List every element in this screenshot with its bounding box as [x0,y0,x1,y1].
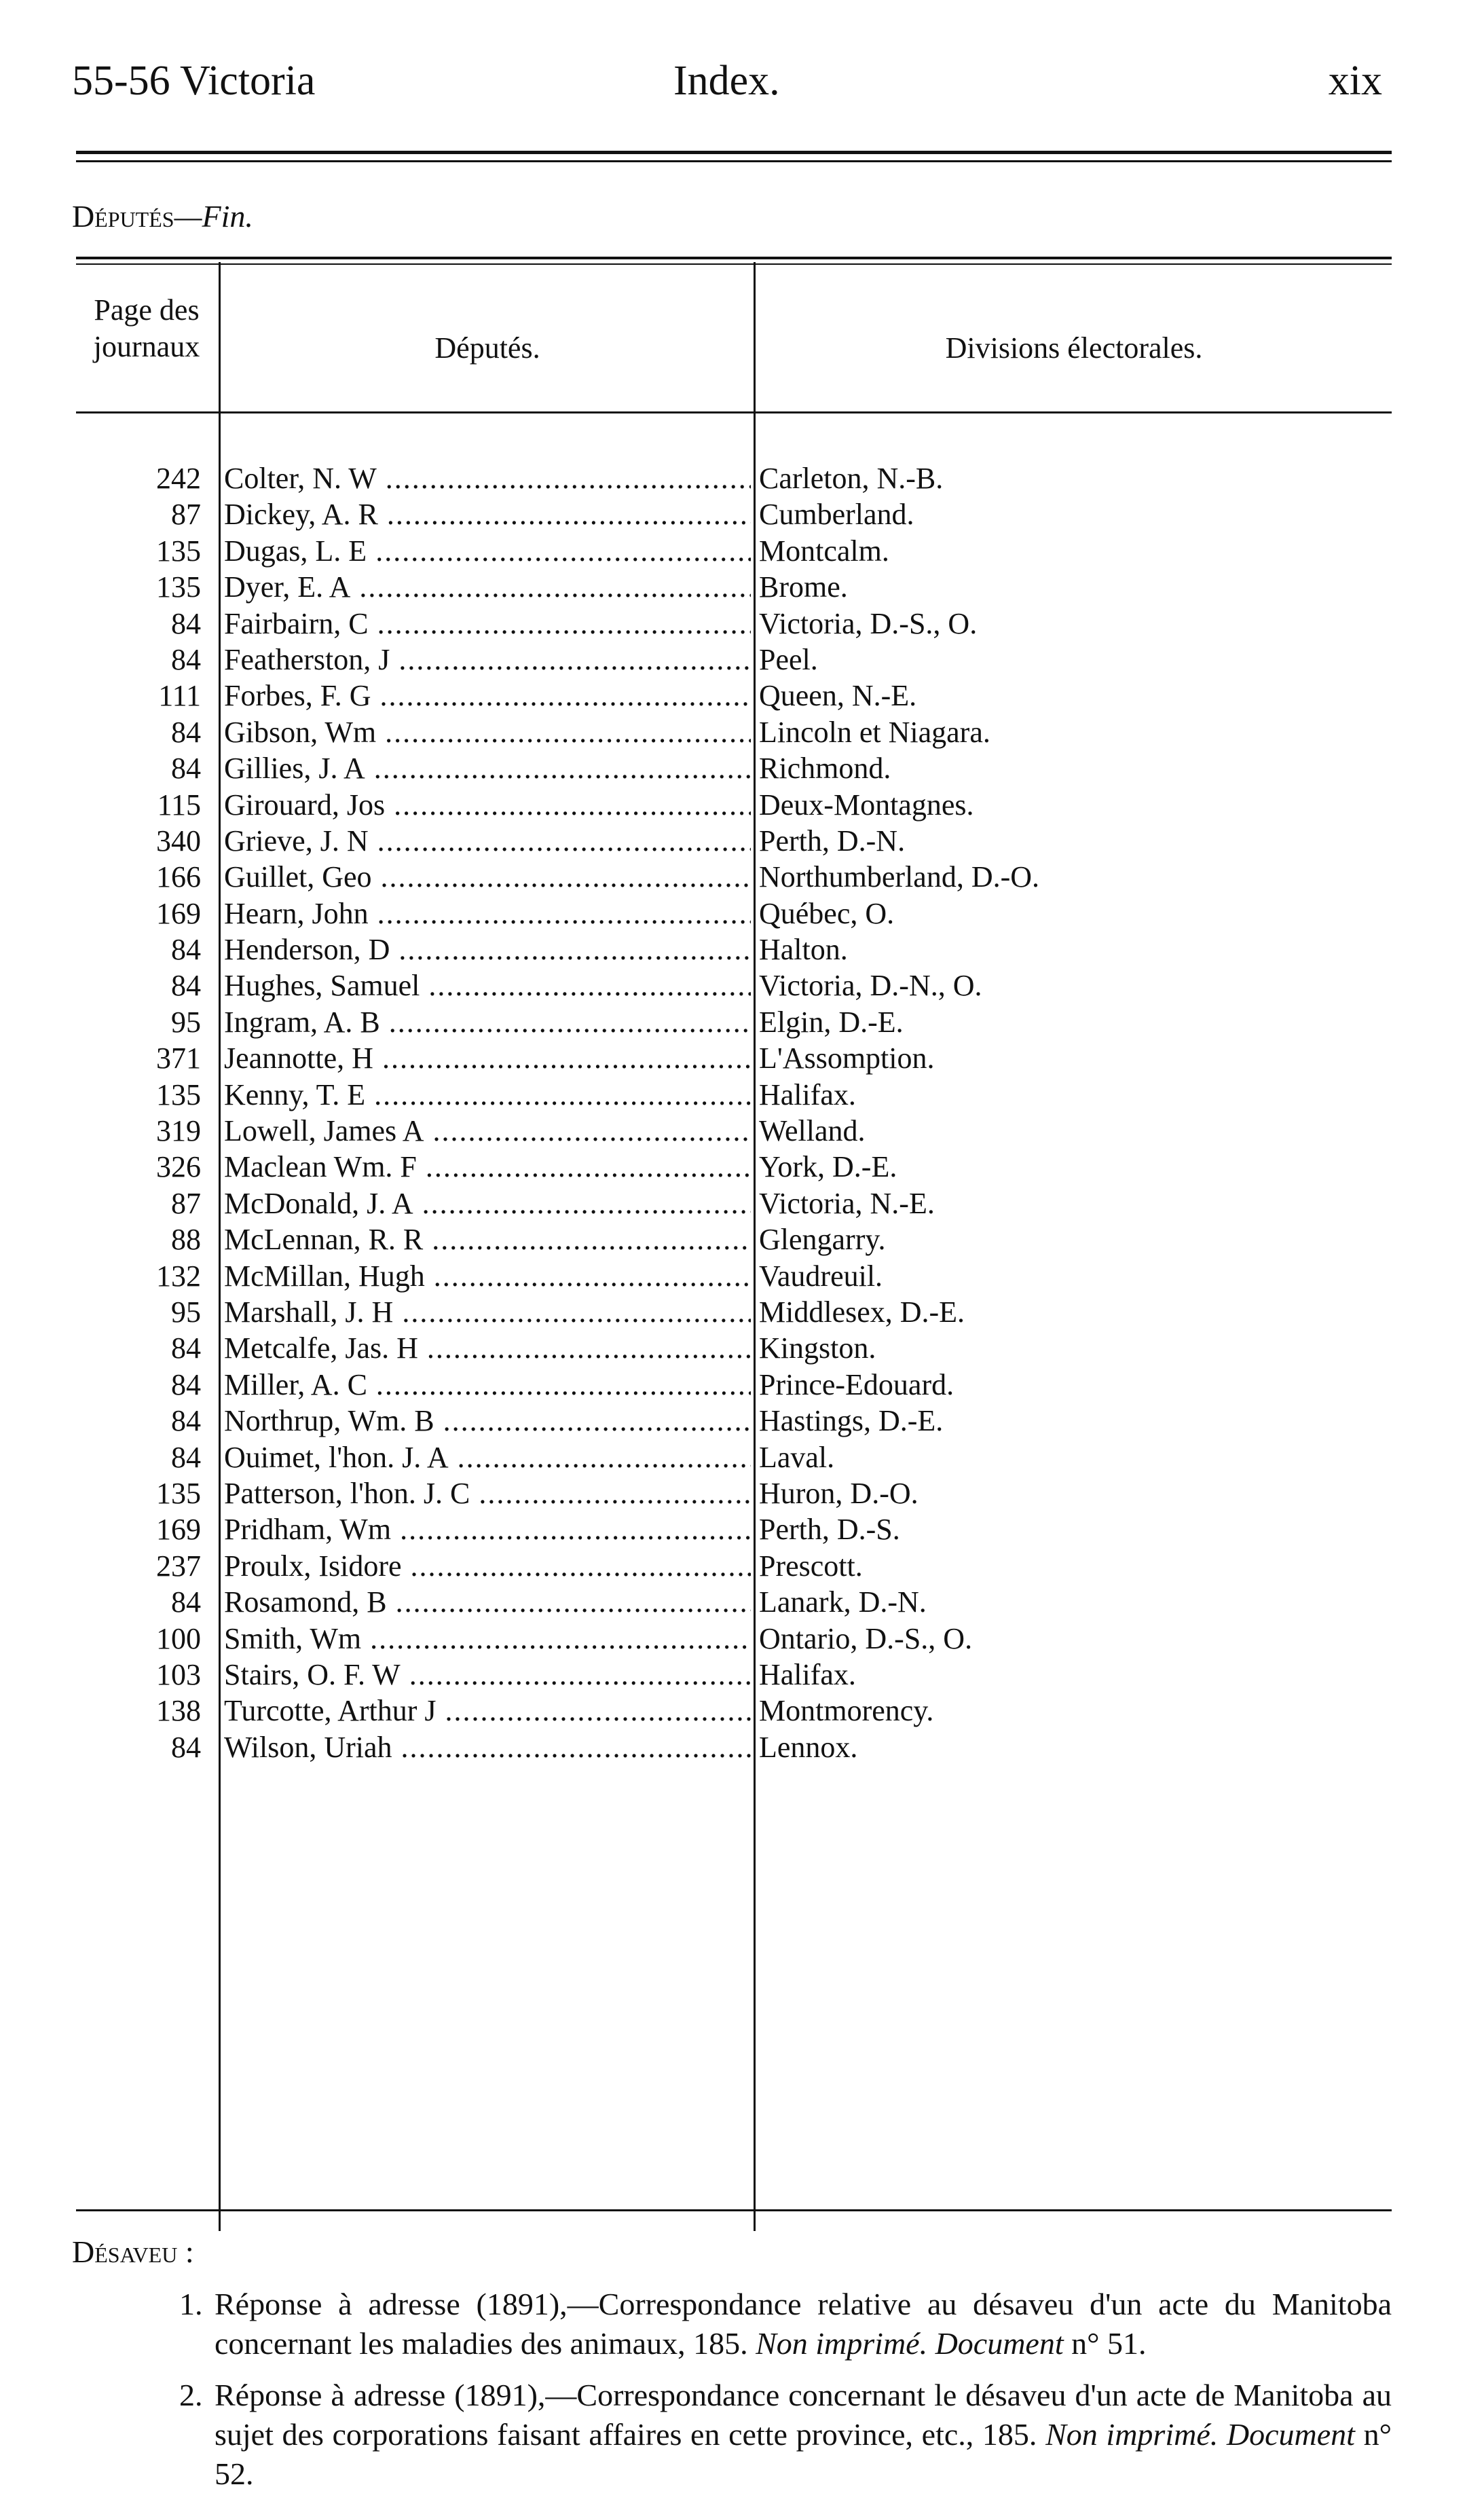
row-division: Montcalm. [759,534,889,568]
row-depute-name: Hearn, John ..... [224,896,751,932]
section-title [72,198,253,234]
row-page-number: 100 [156,1621,201,1655]
table-row [76,932,1392,968]
page-number: xix [1328,58,1382,104]
row-division: Perth, D.-N. [759,824,906,858]
row-page-number: 115 [157,788,201,822]
row-page-number: 84 [171,969,201,1003]
running-head-center: Index. [673,58,780,104]
entry-number: 2. [179,2378,203,2412]
row-page-number: 138 [156,1694,201,1728]
header-rule-thick [76,151,1392,154]
row-division: Ontario, D.-S., O. [759,1621,973,1655]
entry-text: Réponse à adresse (1891),—Correspondance relative au désaveu d'un acte du Manitoba concernant les maladies des animaux, 185. [215,2287,1392,2361]
row-depute-name: Fairbairn, C ..... [224,606,751,642]
row-depute-name: Henderson, D ..... [224,932,751,968]
entry-document-number: n° 52. [215,2417,1392,2491]
desaveu-entries [72,2285,1392,2506]
row-depute-name: Featherston, J ..... [224,642,751,678]
row-depute-name: Proulx, Isidore ..... [224,1548,751,1584]
row-division: Peel. [759,642,818,676]
table-row [76,1367,1392,1403]
row-depute-name: Pridham, Wm ..... [224,1511,751,1547]
row-page-number: 135 [156,1476,201,1510]
table-row [76,1621,1392,1657]
row-page-number: 371 [156,1042,201,1075]
row-depute-name: Patterson, l'hon. J. C ..... [224,1475,751,1511]
row-depute-name: Kenny, T. E ..... [224,1077,751,1113]
row-page-number: 340 [156,824,201,858]
row-page-number: 84 [171,1331,201,1365]
row-division: Halton. [759,933,848,967]
table-row [76,1294,1392,1330]
row-division: Brome. [759,570,848,604]
table-row [76,859,1392,895]
row-division: Hastings, D.-E. [759,1404,944,1438]
row-depute-name: Forbes, F. G ..... [224,678,751,714]
table-row [76,1077,1392,1113]
table-row [76,823,1392,859]
row-depute-name: Guillet, Geo ..... [224,859,751,895]
table-row [76,606,1392,642]
row-division: Victoria, N.-E. [759,1186,935,1220]
row-division: Elgin, D.-E. [759,1005,904,1039]
row-division: Richmond. [759,752,891,786]
row-page-number: 242 [156,462,201,495]
row-page-number: 326 [156,1150,201,1184]
entry-document-number: n° 51. [1071,2326,1147,2361]
table-row [76,1040,1392,1076]
table-row [76,1149,1392,1185]
row-division: Lennox. [759,1730,858,1764]
table-rule-top-thin [76,263,1392,265]
row-division: Lincoln et Niagara. [759,715,990,749]
row-division: L'Assomption. [759,1042,935,1075]
row-depute-name: Northrup, Wm. B ..... [224,1403,751,1439]
entry-text: Réponse à adresse (1891),—Correspondance concernant le désaveu d'un acte de Manitoba au sujet des corporations faisant affaires en cette province, etc., 185. [215,2378,1392,2452]
row-page-number: 95 [171,1295,201,1329]
row-depute-name: Rosamond, B ..... [224,1584,751,1620]
table-row [76,1657,1392,1693]
row-division: Cumberland. [759,498,914,532]
table-rule-bottom [76,2209,1392,2211]
deputes-table [76,257,1392,2216]
row-division: Montmorency. [759,1694,934,1728]
row-page-number: 84 [171,1585,201,1619]
table-row [76,1693,1392,1729]
row-depute-name: Dugas, L. E ..... [224,533,751,569]
row-depute-name: Turcotte, Arthur J ..... [224,1693,751,1729]
table-row [76,1475,1392,1511]
desaveu-entry [72,2285,1392,2363]
table-row [76,496,1392,532]
row-page-number: 169 [156,1513,201,1547]
row-division: Québec, O. [759,896,895,930]
header-page-des-journaux: Page des journaux [93,293,200,363]
table-row [76,968,1392,1003]
table-row [76,1330,1392,1366]
table-row [76,678,1392,714]
row-page-number: 84 [171,642,201,676]
row-depute-name: Grieve, J. N ..... [224,823,751,859]
header-deputes: Députés. [434,331,540,365]
row-division: Halifax. [759,1657,856,1691]
row-page-number: 135 [156,534,201,568]
row-depute-name: Maclean Wm. F ..... [224,1149,751,1185]
row-page-number: 166 [156,860,201,894]
table-row [76,787,1392,823]
running-head-left: 55-56 Victoria [72,58,316,104]
row-page-number: 319 [156,1114,201,1148]
table-row [76,1584,1392,1620]
table-row [76,714,1392,750]
row-page-number: 84 [171,1404,201,1438]
row-page-number: 84 [171,606,201,640]
row-depute-name: Gibson, Wm ..... [224,714,751,750]
row-page-number: 135 [156,570,201,604]
table-rule-top [76,257,1392,259]
entry-number: 1. [179,2287,203,2321]
row-division: Halifax. [759,1077,856,1111]
table-row [76,460,1392,496]
row-depute-name: Dyer, E. A ..... [224,569,751,605]
row-division: Prince-Edouard. [759,1367,954,1401]
table-row [76,1004,1392,1040]
row-page-number: 95 [171,1005,201,1039]
row-depute-name: McLennan, R. R ..... [224,1221,751,1257]
section-title-main: Députés [72,199,174,234]
row-page-number: 84 [171,1440,201,1474]
row-page-number: 84 [171,715,201,749]
row-depute-name: Hughes, Samuel ..... [224,968,751,1003]
table-row [76,1113,1392,1149]
row-division: Prescott. [759,1549,863,1583]
row-depute-name: Colter, N. W ..... [224,460,751,496]
table-row [76,533,1392,569]
row-depute-name: Ouimet, l'hon. J. A ..... [224,1439,751,1475]
row-division: Lanark, D.-N. [759,1585,927,1619]
row-division: Middlesex, D.-E. [759,1295,965,1329]
row-depute-name: McMillan, Hugh ..... [224,1258,751,1294]
row-division: Victoria, D.-S., O. [759,606,978,640]
row-depute-name: Girouard, Jos ..... [224,787,751,823]
row-page-number: 87 [171,498,201,532]
row-depute-name: Metcalfe, Jas. H ..... [224,1330,751,1366]
row-division: Welland. [759,1114,866,1148]
table-row [76,1511,1392,1547]
row-page-number: 169 [156,896,201,930]
header-divisions: Divisions électorales. [945,331,1203,365]
table-row [76,896,1392,932]
table-row [76,1185,1392,1221]
table-row [76,1258,1392,1294]
row-division: Glengarry. [759,1223,886,1257]
row-division: Kingston. [759,1331,876,1365]
row-depute-name: McDonald, J. A ..... [224,1185,751,1221]
table-row [76,1548,1392,1584]
table-row [76,569,1392,605]
table-rule-header [76,411,1392,413]
row-depute-name: Smith, Wm ..... [224,1621,751,1657]
entry-note: Non imprimé. Document [756,2326,1064,2361]
row-page-number: 103 [156,1657,201,1691]
desaveu-title-text: Désaveu : [72,2234,194,2269]
row-depute-name: Wilson, Uriah ..... [224,1729,751,1765]
header-rule-thin [76,160,1392,162]
row-depute-name: Dickey, A. R ..... [224,496,751,532]
row-division: Carleton, N.-B. [759,462,944,495]
row-division: Huron, D.-O. [759,1476,919,1510]
row-page-number: 111 [158,679,201,713]
row-page-number: 84 [171,933,201,967]
row-division: Laval. [759,1440,835,1474]
table-row [76,1221,1392,1257]
desaveu-entry [72,2376,1392,2494]
row-page-number: 88 [171,1223,201,1257]
table-row [76,642,1392,678]
table-row [76,750,1392,786]
row-page-number: 237 [156,1549,201,1583]
row-depute-name: Ingram, A. B ..... [224,1004,751,1040]
row-page-number: 84 [171,1730,201,1764]
row-division: Victoria, D.-N., O. [759,969,982,1003]
row-division: Perth, D.-S. [759,1513,900,1547]
section-title-suffix: —Fin. [174,199,253,234]
row-division: Vaudreuil. [759,1259,883,1293]
row-division: Northumberland, D.-O. [759,860,1040,894]
row-page-number: 84 [171,1367,201,1401]
table-row [76,1403,1392,1439]
table-row [76,1439,1392,1475]
row-depute-name: Jeannotte, H ..... [224,1040,751,1076]
row-page-number: 135 [156,1077,201,1111]
row-division: Queen, N.-E. [759,679,917,713]
row-depute-name: Miller, A. C ..... [224,1367,751,1403]
row-page-number: 84 [171,752,201,786]
row-depute-name: Marshall, J. H ..... [224,1294,751,1330]
row-depute-name: Lowell, James A ..... [224,1113,751,1149]
row-depute-name: Stairs, O. F. W ..... [224,1657,751,1693]
row-page-number: 132 [156,1259,201,1293]
table-body [76,460,1392,1765]
row-division: York, D.-E. [759,1150,897,1184]
row-division: Deux-Montagnes. [759,788,974,822]
desaveu-title [72,2234,194,2270]
row-depute-name: Gillies, J. A ..... [224,750,751,786]
row-page-number: 87 [171,1186,201,1220]
entry-note: Non imprimé. Document [1045,2417,1355,2452]
table-row [76,1729,1392,1765]
